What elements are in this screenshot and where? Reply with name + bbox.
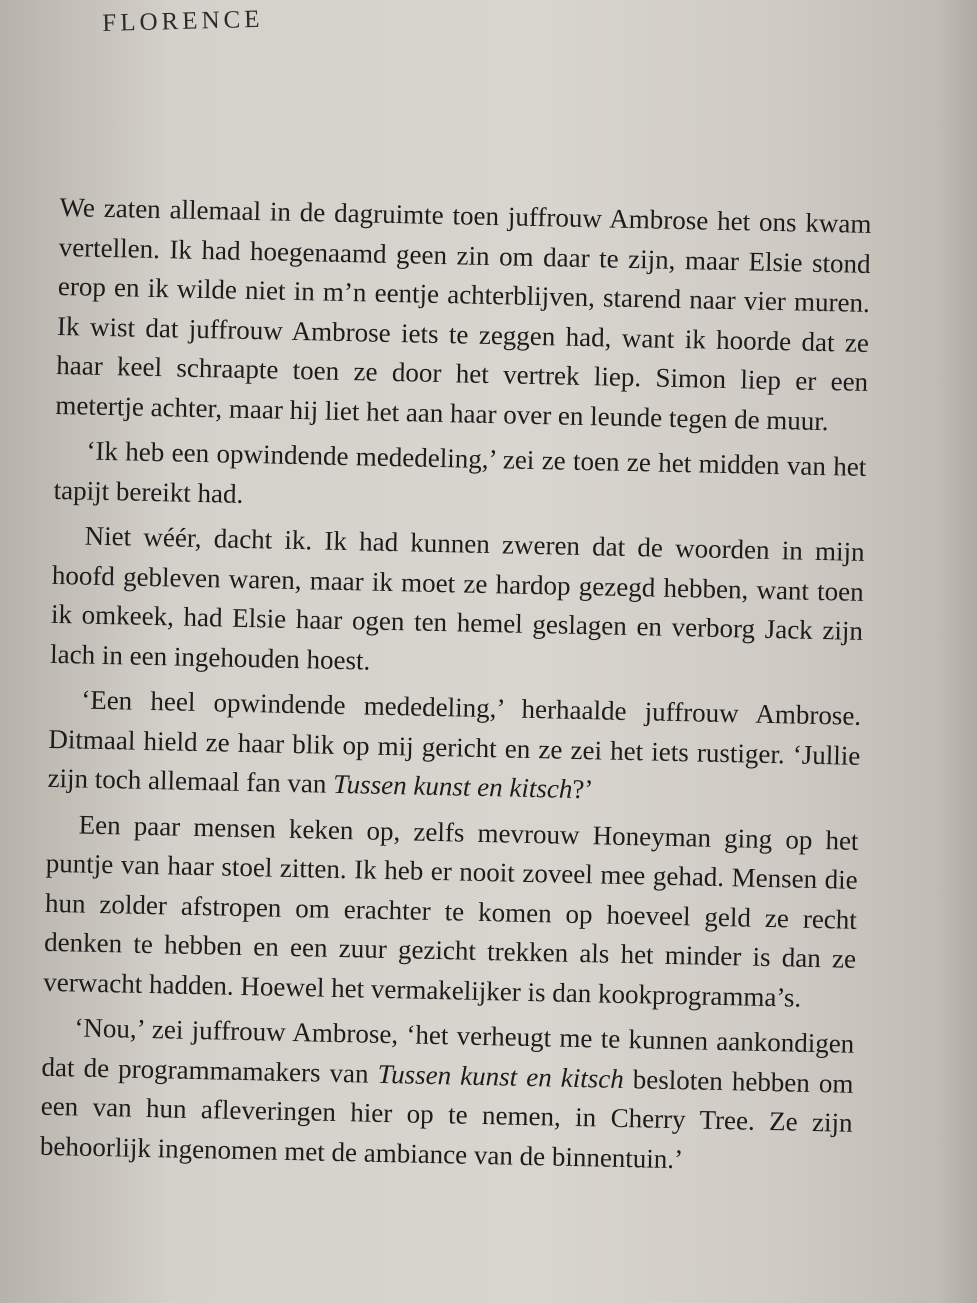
paragraph-text: Niet wéér, dacht ik. Ik had kunnen zweren dat de woorden in mijn hoofd gebleven waren, maar ik moet ze hardop gezegd hebben, want toen ik omkeek, had Elsie haar ogen ten hemel geslagen en verborg Jack zijn lach in een ingehouden hoest. (49, 520, 865, 676)
paragraph (50, 516, 865, 691)
paragraph (53, 431, 866, 527)
paragraph-text: ‘Ik heb een opwindende mededeling,’ zei ze toen ze het midden van het tapijt bereikt had. (53, 435, 867, 509)
italic-title-text: Tussen kunst en kitsch (377, 1058, 625, 1094)
paragraph (40, 1008, 855, 1183)
italic-title-text: Tussen kunst en kitsch (332, 768, 573, 804)
paragraph (43, 804, 859, 1018)
paragraph-text: ‘Nou,’ zei juffrouw Ambrose, ‘het verheugt me te kunnen aankondigen dat de programmamakers van (41, 1012, 855, 1089)
paragraph (47, 680, 861, 815)
paragraph-text: besloten hebben om een van hun afleveringen hier op te nemen, in Cherry Tree. Ze zijn behoorlijk ingenomen met de ambiance van de binnentuin.’ (39, 1063, 854, 1174)
paragraph-text: ?’ (572, 773, 594, 805)
body-text (39, 188, 871, 1189)
paragraph-text: We zaten allemaal in de dagruimte toen juffrouw Ambrose het ons kwam vertellen. Ik had hoegenaamd geen zin om daar te zijn, maar Elsie stond erop en ik wilde niet in m’n eentje achterblijven, starend naar vier muren. Ik wist dat juffrouw Ambrose iets te zeggen had, want ik hoorde dat ze haar keel schraapte toen ze door het vertrek liep. Simon liep er een metertje achter, maar hij liet het aan haar over en leunde tegen de muur. (55, 191, 872, 436)
paragraph-text: Een paar mensen keken op, zelfs mevrouw Honeyman ging op het puntje van haar stoel zitten. Ik heb er nooit zoveel mee gehad. Mensen die hun zolder afstropen om erachter te komen op hoeveel geld ze recht denken te hebben en een zuur gezicht trekken als het minder is dan ze verwacht hadden. Hoewel het vermakelijker is dan kookprogramma’s. (43, 809, 859, 1013)
paragraph-text: ‘Een heel opwindende mededeling,’ herhaalde juffrouw Ambrose. Ditmaal hield ze haar blik op mij gericht en ze zei het iets rustiger. ‘Jullie zijn toch allemaal fan van (47, 684, 862, 799)
running-head: FLORENCE (102, 5, 264, 37)
paragraph (55, 188, 872, 442)
